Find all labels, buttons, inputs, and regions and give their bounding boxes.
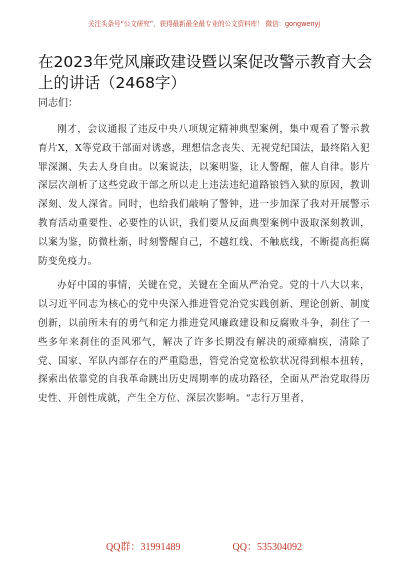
footer-contact: [0, 541, 408, 555]
qq-number: QQ：535304092: [232, 542, 302, 553]
header-banner: 关注头条号“公文研究”，获得最新最全最专业的公文资料库！ 微信：gongwenyj: [88, 20, 320, 28]
paragraph-1: 刚才，会议通报了违反中央八项规定精神典型案例，集中观看了警示教育片X，X等党政干部面对诱惑，理想信念丧失、无视党纪国法，最终陷入犯罪深渊、失去人身自由。以案说法，以案明鉴，让人警醒，催人自律。影片深层次剖析了这些党政干部之所以走上违法违纪道路锒铛入狱的原因，教训深刻、发人深省。同时，也给我们敲响了警钟，进一步加深了我对开展警示教育活动重要性、必要性的认识，我们要从反面典型案例中汲取深刻教训，以案为鉴，防微杜渐，时刻警醒自己，不越红线、不触底线，不断提高拒腐防变免疫力。: [38, 124, 370, 267]
greeting: 同志们：: [38, 98, 78, 109]
document-title: 在2023年党风廉政建设暨以案促改警示教育大会上的讲话（2468字）: [38, 53, 372, 92]
qq-group-number: QQ群：31991489: [106, 542, 181, 553]
paragraph-2: 办好中国的事情，关键在党，关键在全面从严治党。党的十八大以来，以习近平同志为核心的党中央深入推进管党治党实践创新、理论创新、制度创新，以前所未有的勇气和定力推进党风廉政建设和反腐败斗争，刹住了一些多年来刹住的歪风邪气，解决了许多长期没有解决的顽瘴痼疾，清除了党、国家、军队内部存在的严重隐患，管党治党宽松软状况得到根本扭转，探索出依靠党的自我革命跳出历史周期率的成功路径，全面从严治党取得历史性、开创性成就，产生全方位、深层次影响。“志行万里者，: [38, 280, 370, 405]
document-body: [38, 121, 370, 415]
